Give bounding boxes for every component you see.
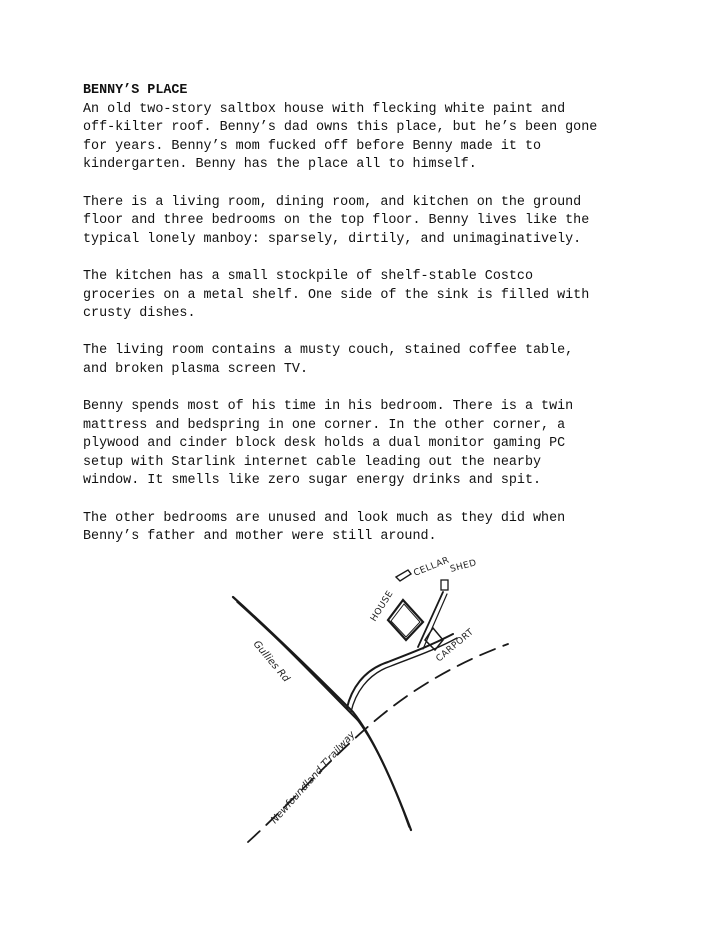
paragraph-line: plywood and cinder block desk holds a dual monitor gaming PC: [83, 436, 566, 452]
paragraph-line: floor and three bedrooms on the top floor. Benny lives like the: [83, 213, 590, 229]
paragraph-line: off-kilter roof. Benny’s dad owns this place, but he’s been gone: [83, 120, 598, 136]
paragraph: [83, 510, 643, 547]
paragraph-line: The living room contains a musty couch, stained coffee table,: [83, 343, 574, 359]
map-sketch: [213, 552, 513, 847]
paragraph-line: mattress and bedspring in one corner. In the other corner, a: [83, 417, 566, 433]
road-label: Gullies Rd: [250, 638, 292, 685]
document-heading: BENNY’S PLACE: [83, 83, 188, 98]
trailway-label: Newfoundland T'railway: [269, 729, 358, 827]
house-label: HOUSE: [369, 589, 396, 624]
hand-drawn-map: [213, 552, 513, 847]
paragraph-line: The other bedrooms are unused and look much as they did when: [83, 510, 566, 526]
carport-label: CARPORT: [434, 627, 477, 665]
paragraph-line: There is a living room, dining room, and kitchen on the ground: [83, 194, 582, 210]
paragraph-line: Benny’s father and mother were still around.: [83, 529, 437, 545]
cellar-label: CELLAR: [412, 555, 452, 579]
shed-shape: [441, 580, 448, 590]
shed-label: SHED: [449, 558, 478, 575]
paragraph: [83, 194, 643, 250]
house-shape: [388, 600, 423, 640]
paragraph-line: The kitchen has a small stockpile of shelf-stable Costco: [83, 268, 533, 284]
paragraph-line: An old two-story saltbox house with flecking white paint and: [83, 101, 566, 117]
paragraph: [83, 268, 643, 324]
paragraph: [83, 342, 643, 379]
paragraph-line: Benny spends most of his time in his bedroom. There is a twin: [83, 399, 574, 415]
cellar-shape: [396, 570, 411, 581]
paragraph-line: typical lonely manboy: sparsely, dirtily, and unimaginatively.: [83, 231, 582, 247]
paragraph-line: crusty dishes.: [83, 306, 196, 322]
paragraph-line: and broken plasma screen TV.: [83, 361, 308, 377]
paragraph-line: setup with Starlink internet cable leading out the nearby: [83, 454, 542, 470]
document-body: [83, 82, 643, 565]
paragraph-line: groceries on a metal shelf. One side of the sink is filled with: [83, 287, 590, 303]
paragraph: [83, 101, 643, 175]
paragraph-line: kindergarten. Benny has the place all to himself.: [83, 157, 477, 173]
paragraph-line: window. It smells like zero sugar energy drinks and spit.: [83, 473, 542, 489]
paragraph-line: for years. Benny’s mom fucked off before Benny made it to: [83, 138, 542, 154]
paragraph-list: [83, 101, 643, 547]
paragraph: [83, 398, 643, 491]
